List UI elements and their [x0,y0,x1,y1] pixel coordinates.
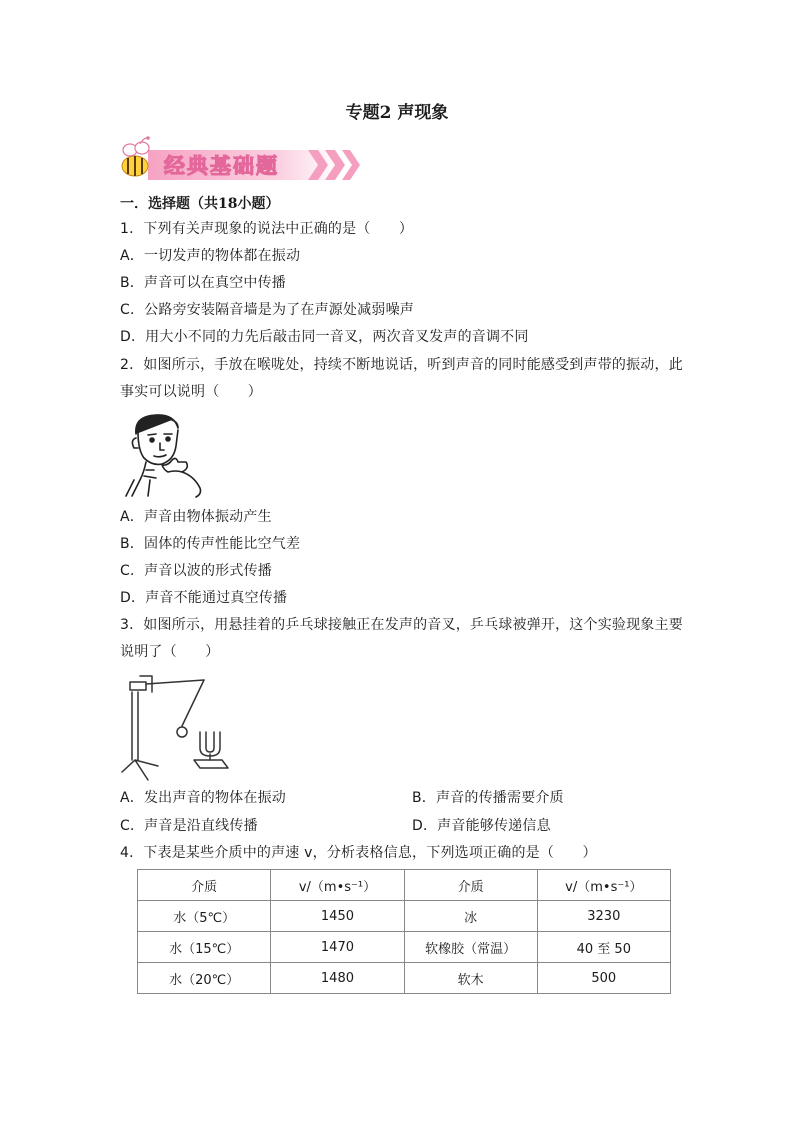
q4-stem: 4．下表是某些介质中的声速 v，分析表格信息，下列选项正确的是（ ） [120,845,597,861]
q2-option-a: A．声音由物体振动产生 [120,509,272,525]
table-cell: 水（20℃） [138,963,271,994]
bee-icon [122,136,150,176]
q2-stem-line2: 事实可以说明（ ） [120,384,262,400]
table-cell: 1470 [271,932,404,963]
q3-option-c: C．声音是沿直线传播 [120,818,258,834]
q1-stem: 1．下列有关声现象的说法中正确的是（ ） [120,221,414,237]
q3-stem-line1: 3．如图所示，用悬挂着的乒乓球接触正在发声的音叉，乒乓球被弹开，这个实验现象主要 [120,617,683,633]
q1-option-d: D．用大小不同的力先后敲击同一音叉，两次音叉发声的音调不同 [120,329,529,345]
q3-option-d: D．声音能够传递信息 [412,818,551,834]
table-cell: 冰 [404,901,537,932]
person-touching-throat-figure [122,410,204,498]
table-header-cell: v/（m•s⁻¹） [271,870,404,901]
table-cell: 1480 [271,963,404,994]
banner-text: 经典基础题 [164,154,279,178]
sound-speed-table [137,869,671,994]
section-heading: 一．选择题（共18小题） [120,196,280,212]
table-header-cell: 介质 [138,870,271,901]
table-cell: 水（15℃） [138,932,271,963]
page-title: 专题2 声现象 [345,103,449,123]
q1-option-a: A．一切发声的物体都在振动 [120,248,301,264]
q3-stem-line2: 说明了（ ） [120,644,220,660]
table-row [138,932,671,963]
q1-option-c: C．公路旁安装隔音墙是为了在声源处减弱噪声 [120,302,414,318]
table-header-row [138,870,671,901]
table-row [138,901,671,932]
table-cell: 水（5℃） [138,901,271,932]
table-cell: 40 至 50 [537,932,670,963]
table-header-cell: v/（m•s⁻¹） [537,870,670,901]
table-cell: 3230 [537,901,670,932]
q1-option-b: B．声音可以在真空中传播 [120,275,287,291]
q3-option-b: B．声音的传播需要介质 [412,790,564,806]
table-header-cell: 介质 [404,870,537,901]
table-cell: 软木 [404,963,537,994]
table-cell: 1450 [271,901,404,932]
table-cell: 软橡胶（常温） [404,932,537,963]
q2-option-d: D．声音不能通过真空传播 [120,590,288,606]
table-row [138,963,671,994]
tuning-fork-pingpong-figure [118,670,248,782]
q2-option-c: C．声音以波的形式传播 [120,563,272,579]
q2-option-b: B．固体的传声性能比空气差 [120,536,301,552]
q2-stem-line1: 2．如图所示，手放在喉咙处，持续不断地说话，听到声音的同时能感受到声带的振动，此 [120,357,683,373]
table-cell: 500 [537,963,670,994]
section-banner [118,134,373,184]
q3-option-a: A．发出声音的物体在振动 [120,790,286,806]
